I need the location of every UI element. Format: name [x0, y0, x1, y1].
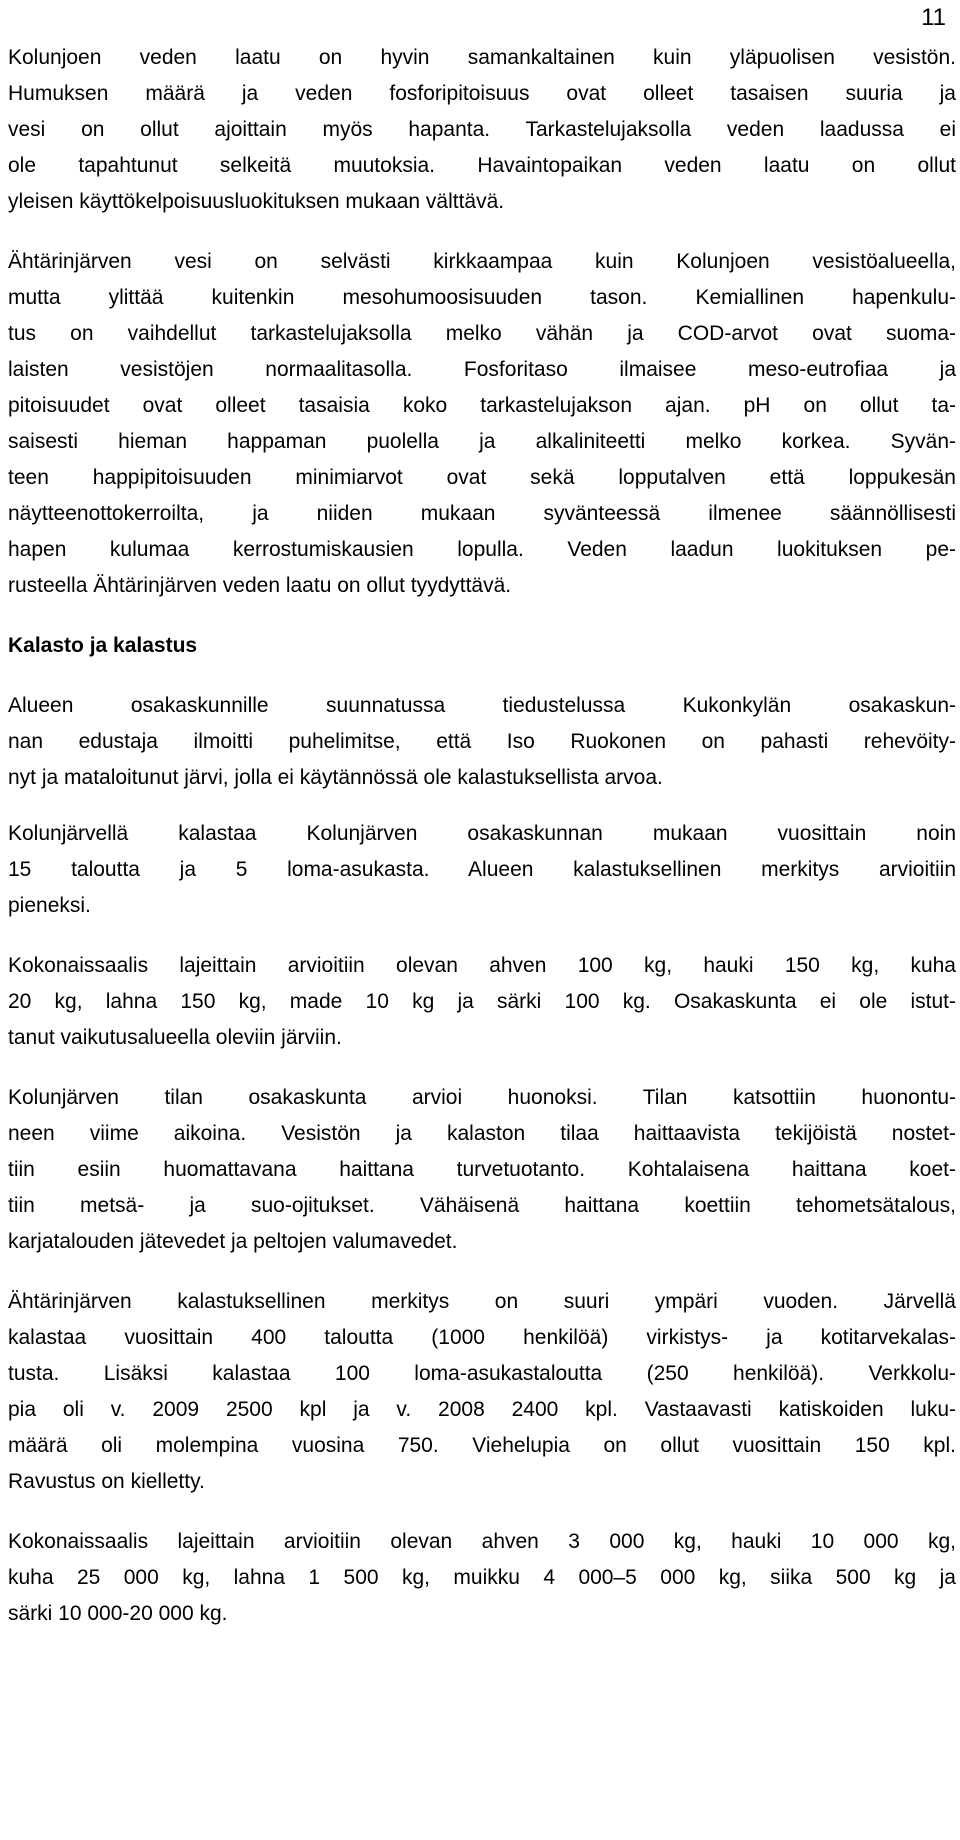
text-line: 15 taloutta ja 5 loma-asukasta. Alueen kalastuksellinen merkitys arvioitiin	[8, 858, 956, 881]
text-line: tiin metsä- ja suo-ojitukset. Vähäisenä haittana koettiin tehometsätalous,	[8, 1194, 956, 1217]
text-line: tusta. Lisäksi kalastaa 100 loma-asukastaloutta (250 henkilöä). Verkkolu-	[8, 1362, 956, 1385]
paragraph-water-quality-ahtarinjarvi	[8, 244, 956, 604]
text-line: teen happipitoisuuden minimiarvot ovat sekä lopputalven että loppukesän	[8, 466, 956, 489]
paragraph-ahtarinjarvi-fishing	[8, 1284, 956, 1500]
text-line: kalastaa vuosittain 400 taloutta (1000 henkilöä) virkistys- ja kotitarvekalas-	[8, 1326, 956, 1349]
text-line: Ähtärinjärven vesi on selvästi kirkkaampaa kuin Kolunjoen vesistöalueella,	[8, 250, 956, 273]
text-line: pitoisuudet ovat olleet tasaisia koko tarkastelujakson ajan. pH on ollut ta-	[8, 394, 956, 417]
text-line: 20 kg, lahna 150 kg, made 10 kg ja särki 100 kg. Osakaskunta ei ole istut-	[8, 990, 956, 1013]
text-line: hapen kulumaa kerrostumiskausien lopulla. Veden laadun luokituksen pe-	[8, 538, 956, 561]
page-number: 11	[921, 4, 946, 31]
text-line: määrä oli molempina vuosina 750. Viehelupia on ollut vuosittain 150 kpl.	[8, 1434, 956, 1457]
text-line: särki 10 000-20 000 kg.	[8, 1602, 228, 1625]
text-line: laisten vesistöjen normaalitasolla. Fosforitaso ilmaisee meso-eutrofiaa ja	[8, 358, 956, 381]
text-line: kuha 25 000 kg, lahna 1 500 kg, muikku 4 000–5 000 kg, siika 500 kg ja	[8, 1566, 956, 1589]
text-line: Kolunjoen veden laatu on hyvin samankaltainen kuin yläpuolisen vesistön.	[8, 46, 956, 69]
paragraph-kolunjarvi-catch	[8, 948, 956, 1056]
text-line: Kokonaissaalis lajeittain arvioitiin olevan ahven 100 kg, hauki 150 kg, kuha	[8, 954, 956, 977]
text-line: Alueen osakaskunnille suunnatussa tiedustelussa Kukonkylän osakaskun-	[8, 694, 956, 717]
text-line: yleisen käyttökelpoisuusluokituksen mukaan välttävä.	[8, 190, 505, 213]
text-line: Kokonaissaalis lajeittain arvioitiin olevan ahven 3 000 kg, hauki 10 000 kg,	[8, 1530, 956, 1553]
text-line: Kolunjärvellä kalastaa Kolunjärven osakaskunnan mukaan vuosittain noin	[8, 822, 956, 845]
text-line: rusteella Ähtärinjärven veden laatu on ollut tyydyttävä.	[8, 574, 512, 597]
text-line: ole tapahtunut selkeitä muutoksia. Havaintopaikan veden laatu on ollut	[8, 154, 956, 177]
text-line: vesi on ollut ajoittain myös hapanta. Tarkastelujaksolla veden laadussa ei	[8, 118, 956, 141]
paragraph-ahtarinjarvi-catch	[8, 1524, 956, 1632]
text-line: mutta ylittää kuitenkin mesohumoosisuuden tason. Kemiallinen hapenkulu-	[8, 286, 956, 309]
text-line: tanut vaikutusalueella oleviin järviin.	[8, 1026, 342, 1049]
text-line: neen viime aikoina. Vesistön ja kalaston tilaa haittaavista tekijöistä nostet-	[8, 1122, 956, 1145]
text-line: tus on vaihdellut tarkastelujaksolla melko vähän ja COD-arvot ovat suoma-	[8, 322, 956, 345]
text-line: nan edustaja ilmoitti puhelimitse, että Iso Ruokonen on pahasti rehevöity-	[8, 730, 956, 753]
text-line: pia oli v. 2009 2500 kpl ja v. 2008 2400 kpl. Vastaavasti katiskoiden luku-	[8, 1398, 956, 1421]
text-line: Humuksen määrä ja veden fosforipitoisuus ovat olleet tasaisen suuria ja	[8, 82, 956, 105]
text-line: saisesti hieman happaman puolella ja alkaliniteetti melko korkea. Syvän-	[8, 430, 956, 453]
document-body	[8, 40, 956, 1632]
text-line: karjatalouden jätevedet ja peltojen valumavedet.	[8, 1230, 458, 1253]
paragraph-kolunjarvi-status	[8, 1080, 956, 1260]
text-line: tiin esiin huomattavana haittana turvetuotanto. Kohtalaisena haittana koet-	[8, 1158, 956, 1181]
paragraph-kolunjarvi-fishing	[8, 816, 956, 924]
section-heading: Kalasto ja kalastus	[8, 634, 198, 657]
paragraph-fishing-survey	[8, 688, 956, 796]
text-line: Ähtärinjärven kalastuksellinen merkitys on suuri ympäri vuoden. Järvellä	[8, 1290, 956, 1313]
text-line: Ravustus on kielletty.	[8, 1470, 205, 1493]
text-line: Kolunjärven tilan osakaskunta arvioi huonoksi. Tilan katsottiin huonontu-	[8, 1086, 956, 1109]
text-line: näytteenottokerroilta, ja niiden mukaan syvänteessä ilmenee säännöllisesti	[8, 502, 956, 525]
text-line: pieneksi.	[8, 894, 91, 917]
paragraph-water-quality-kolunjoki	[8, 40, 956, 220]
text-line: nyt ja mataloitunut järvi, jolla ei käytännössä ole kalastuksellista arvoa.	[8, 766, 663, 789]
